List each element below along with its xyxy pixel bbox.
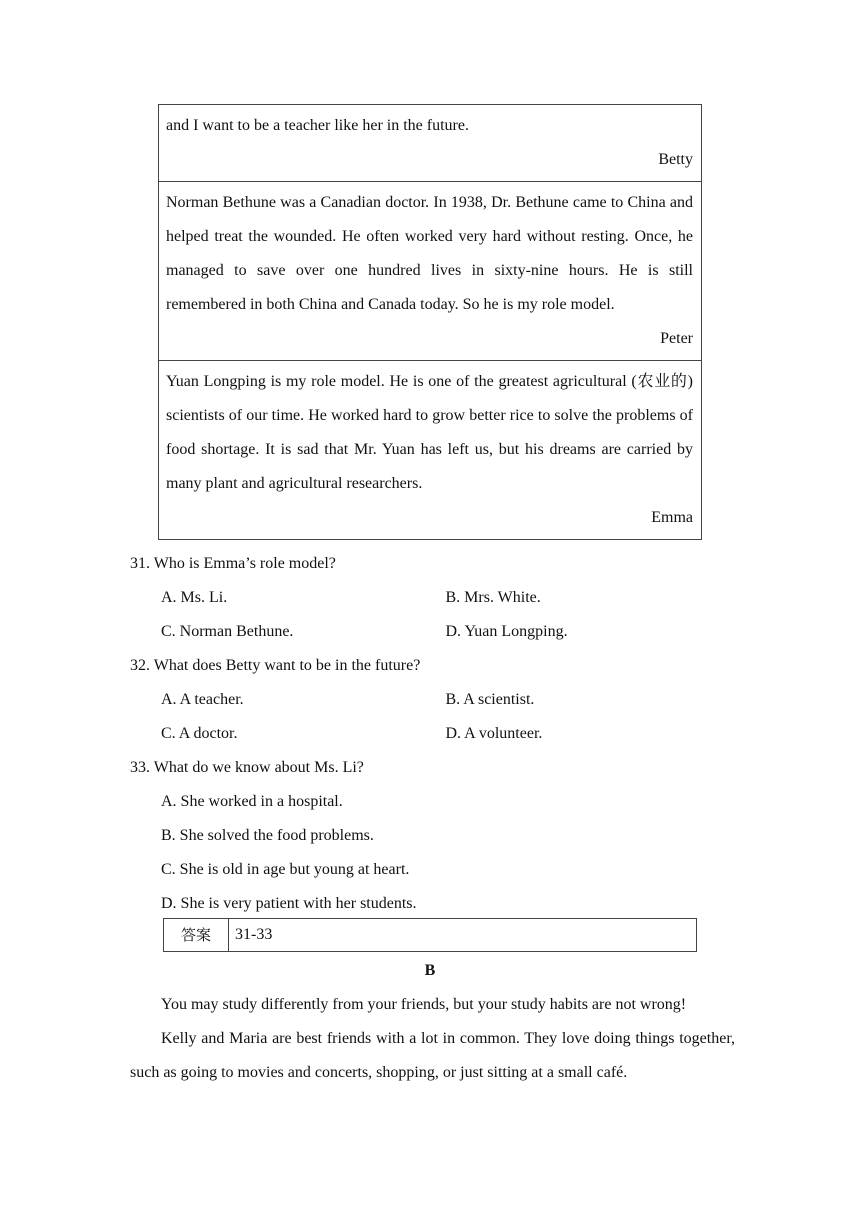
question-option: D. Yuan Longping. — [445, 623, 568, 640]
question-option: B. Mrs. White. — [445, 589, 541, 606]
passage-entry-author: Peter — [660, 330, 693, 347]
passage-entry-text: and I want to be a teacher like her in the future. — [166, 117, 469, 134]
passage-entry-peter — [159, 182, 702, 361]
question-option: C. She is old in age but young at heart. — [161, 861, 410, 878]
section-b-passage — [130, 988, 735, 1090]
passage-entry-betty — [159, 105, 702, 182]
question-option: A. She worked in a hospital. — [161, 793, 343, 810]
passage-entry-text: Yuan Longping is my role model. He is one of the greatest agricultural (农业的) scientists of our time. He worked hard to grow better rice to solve the problems of food shortage. It is sad that Mr. Yuan has left us, but his dreams are carried by many plant and agricultural researchers. — [166, 373, 693, 492]
answer-value: 31-33 — [229, 919, 697, 952]
passage-entry-author: Betty — [658, 151, 693, 168]
answer-label: 答案 — [164, 919, 229, 952]
question-stem: 32. What does Betty want to be in the future? — [130, 657, 421, 674]
question-option: C. A doctor. — [161, 725, 238, 742]
question-31 — [130, 547, 730, 649]
question-option: A. Ms. Li. — [161, 589, 228, 606]
passage-entry-emma — [159, 361, 702, 540]
section-b-title: B — [424, 962, 436, 979]
question-stem: 31. Who is Emma’s role model? — [130, 555, 336, 572]
question-option: B. A scientist. — [445, 691, 535, 708]
question-option: C. Norman Bethune. — [161, 623, 294, 640]
section-b-paragraph: Kelly and Maria are best friends with a lot in common. They love doing things together, such as going to movies and concerts, shopping, or just sitting at a small café. — [130, 1030, 735, 1081]
question-32 — [130, 649, 730, 751]
question-option: A. A teacher. — [161, 691, 244, 708]
section-b-paragraph: You may study differently from your friends, but your study habits are not wrong! — [161, 996, 687, 1013]
question-option: B. She solved the food problems. — [161, 827, 374, 844]
answer-box — [163, 918, 697, 952]
passage-entry-text: Norman Bethune was a Canadian doctor. In 1938, Dr. Bethune came to China and helped treat the wounded. He often worked very hard without resting. Once, he managed to save over one hundred lives in sixty-nine hours. He is still remembered in both China and Canada today. So he is my role model. — [166, 194, 693, 313]
question-33 — [130, 751, 730, 921]
question-list — [130, 547, 730, 921]
question-option: D. She is very patient with her students. — [161, 895, 417, 912]
question-option: D. A volunteer. — [445, 725, 543, 742]
role-model-passage-table — [158, 104, 702, 540]
question-stem: 33. What do we know about Ms. Li? — [130, 759, 364, 776]
passage-entry-author: Emma — [651, 509, 693, 526]
